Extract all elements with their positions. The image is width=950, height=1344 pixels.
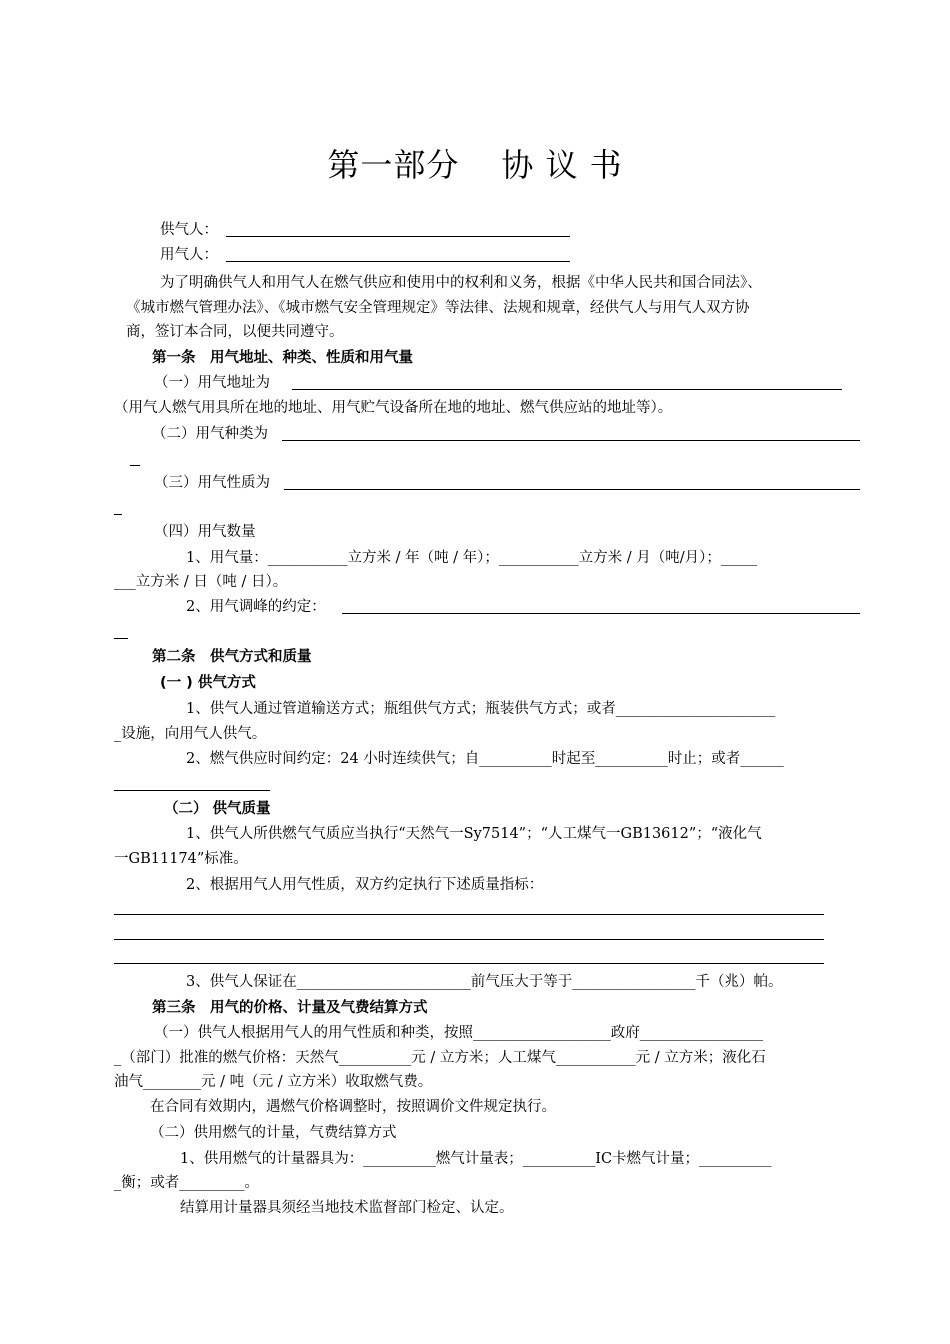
supplier-label: 供气人： (160, 222, 218, 238)
intro-line-2: 《城市燃气管理办法》、《城市燃气安全管理规定》等法律、法规和规章，经供气人与用气人双方协 (126, 300, 750, 316)
quality-blank-2 (114, 939, 824, 940)
address-label: （一）用气地址为 (154, 375, 270, 391)
user-label: 用气人： (160, 247, 218, 263)
article3-heading: 第三条 用气的价格、计量及气费结算方式 (152, 1000, 428, 1016)
article1-heading: 第一条 用气地址、种类、性质和用气量 (152, 350, 413, 366)
address-blank (292, 389, 842, 390)
intro-line-3: 商，签订本合同，以便共同遵守。 (126, 324, 344, 340)
intro-line-1: 为了明确供气人和用气人在燃气供应和使用中的权利和义务，根据《中华人民共和国合同法》、 (160, 275, 762, 291)
quantity-1-line-1: 1、用气量：___________立方米 / 年（吨 / 年）；___________立方米 / 月（吨/月）；_____ (186, 550, 758, 566)
supply-method-heading: (一 ) 供气方式 (160, 675, 256, 691)
nature-blank-tail (114, 514, 122, 515)
metering-heading: （二）供用燃气的计量，气费结算方式 (150, 1125, 397, 1141)
peak-blank (342, 613, 860, 614)
metering-line-1: 1、供用燃气的计量器具为：__________燃气计量表；__________IC卡燃气计量；__________ (180, 1151, 772, 1167)
document-title (0, 140, 950, 190)
type-label: （二）用气种类为 (152, 426, 268, 442)
supply-method-line-1: 1、供气人通过管道输送方式；瓶组供气方式；瓶装供气方式；或者______________________ (186, 701, 776, 717)
nature-blank (284, 489, 860, 490)
title-name: 协 议 书 (501, 146, 623, 184)
supply-method-line-2: _设施，向用气人供气。 (114, 726, 267, 742)
metering-line-2: _衡；或者_________。 (114, 1175, 259, 1191)
peak-label: 2、用气调峰的约定： (186, 599, 326, 615)
quality-1-line-2: 一GB11174”标准。 (114, 851, 248, 867)
type-blank (282, 440, 860, 441)
price-line-3: 油气________元 / 吨（元 / 立方米）收取燃气费。 (114, 1074, 433, 1090)
quality-blank-3 (114, 963, 824, 964)
supplier-blank (226, 236, 570, 237)
supply-time-line: 2、燃气供应时间约定：24 小时连续供气；自__________时起至__________时止；或者______ (186, 751, 784, 767)
type-blank-tail (130, 465, 140, 466)
price-line-2: _（部门）批准的燃气价格：天然气__________元 / 立方米；人工煤气___________元 / 立方米；液化石 (114, 1050, 766, 1066)
supply-quality-heading: （二） 供气质量 (164, 801, 271, 817)
quality-2-line: 2、根据用气人用气性质，双方约定执行下述质量指标： (186, 877, 544, 893)
calibration-line: 结算用计量器具须经当地技术监督部门检定、认定。 (180, 1200, 514, 1216)
user-blank (226, 261, 570, 262)
quantity-1-line-2: ___立方米 / 日（吨 / 日）。 (114, 574, 288, 590)
price-adjust-line: 在合同有效期内，遇燃气价格调整时，按照调价文件规定执行。 (150, 1099, 556, 1115)
supply-time-blank-tail (114, 790, 270, 791)
price-line-1: （一）供气人根据用气人的用气性质和种类，按照___________________政府_________________ (154, 1025, 763, 1041)
nature-label: （三）用气性质为 (154, 475, 270, 491)
pressure-line: 3、供气人保证在________________________前气压大于等于_________________千（兆）帕。 (186, 974, 783, 990)
article2-heading: 第二条 供气方式和质量 (152, 649, 312, 665)
peak-blank-tail (114, 638, 128, 639)
title-part: 第一部分 (327, 146, 460, 184)
quality-blank-1 (114, 914, 824, 915)
quantity-label: （四）用气数量 (154, 524, 256, 540)
address-note: （用气人燃气用具所在地的地址、用气贮气设备所在地的地址、燃气供应站的地址等）。 (114, 400, 673, 416)
quality-1-line-1: 1、供气人所供燃气气质应当执行“天然气一Sy7514”；“人工煤气一GB13612”；“液化气 (186, 826, 762, 842)
